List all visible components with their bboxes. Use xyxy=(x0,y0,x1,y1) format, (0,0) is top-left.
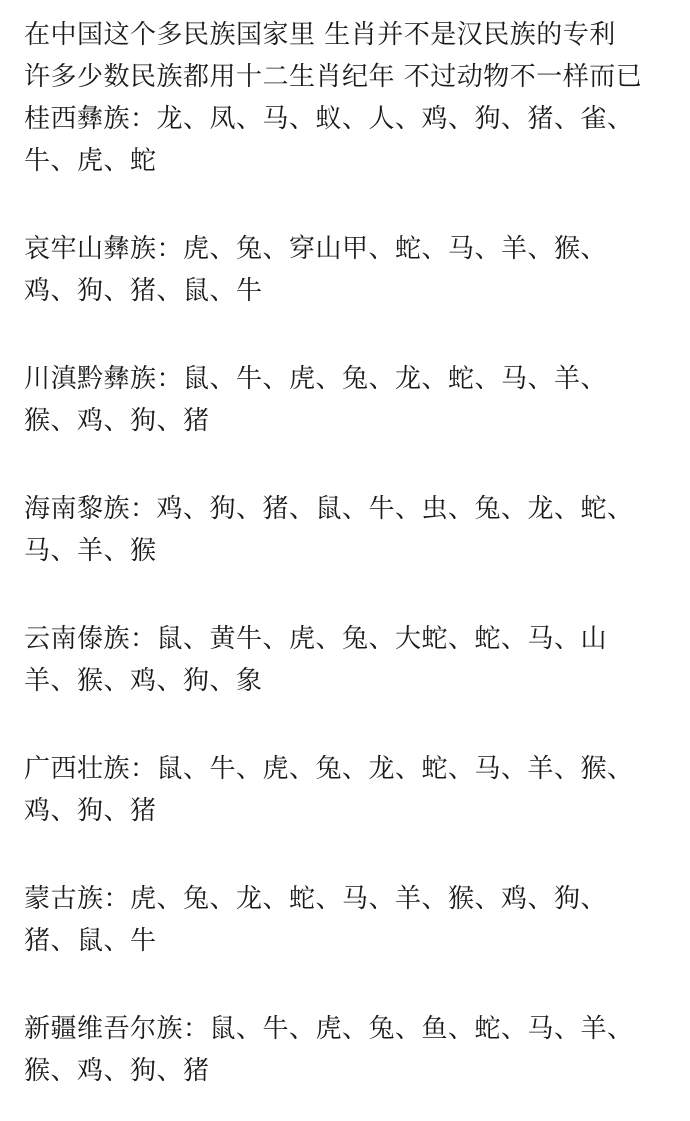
zodiac-entry-mongol xyxy=(24,878,666,962)
entry-line-2: 鸡、狗、猪、鼠、牛 xyxy=(24,276,263,306)
zodiac-entry-guixi-yi xyxy=(24,98,666,182)
entry-line-2: 羊、猴、鸡、狗、象 xyxy=(24,666,263,696)
entry-line-2: 鸡、狗、猪 xyxy=(24,796,157,826)
entry-line-1: 云南傣族：鼠、黄牛、虎、兔、大蛇、蛇、马、山 xyxy=(24,624,608,654)
zodiac-entry-chuandianqian-yi xyxy=(24,358,666,442)
intro-paragraph xyxy=(24,14,666,98)
zodiac-entry-guangxi-zhuang xyxy=(24,748,666,832)
zodiac-entry-xinjiang-uyghur xyxy=(24,1008,666,1092)
entry-line-1: 桂西彝族：龙、凤、马、蚁、人、鸡、狗、猪、雀、 xyxy=(24,104,634,134)
intro-line-2: 许多少数民族都用十二生肖纪年 不过动物不一样而已 xyxy=(24,62,643,92)
entry-line-1: 新疆维吾尔族：鼠、牛、虎、兔、鱼、蛇、马、羊、 xyxy=(24,1014,634,1044)
entry-line-2: 猴、鸡、狗、猪 xyxy=(24,406,210,436)
entry-line-1: 川滇黔彝族：鼠、牛、虎、兔、龙、蛇、马、羊、 xyxy=(24,364,608,394)
entry-line-2: 猴、鸡、狗、猪 xyxy=(24,1056,210,1086)
entry-line-1: 哀牢山彝族：虎、兔、穿山甲、蛇、马、羊、猴、 xyxy=(24,234,608,264)
entry-line-1: 海南黎族：鸡、狗、猪、鼠、牛、虫、兔、龙、蛇、 xyxy=(24,494,634,524)
zodiac-entry-yunnan-dai xyxy=(24,618,666,702)
intro-line-1: 在中国这个多民族国家里 生肖并不是汉民族的专利 xyxy=(24,20,616,50)
entry-line-2: 猪、鼠、牛 xyxy=(24,926,157,956)
entry-line-1: 广西壮族：鼠、牛、虎、兔、龙、蛇、马、羊、猴、 xyxy=(24,754,634,784)
zodiac-entry-hainan-li xyxy=(24,488,666,572)
entry-line-2: 牛、虎、蛇 xyxy=(24,146,157,176)
zodiac-entry-ailaoshan-yi xyxy=(24,228,666,312)
entry-line-2: 马、羊、猴 xyxy=(24,536,157,566)
entry-line-1: 蒙古族：虎、兔、龙、蛇、马、羊、猴、鸡、狗、 xyxy=(24,884,608,914)
